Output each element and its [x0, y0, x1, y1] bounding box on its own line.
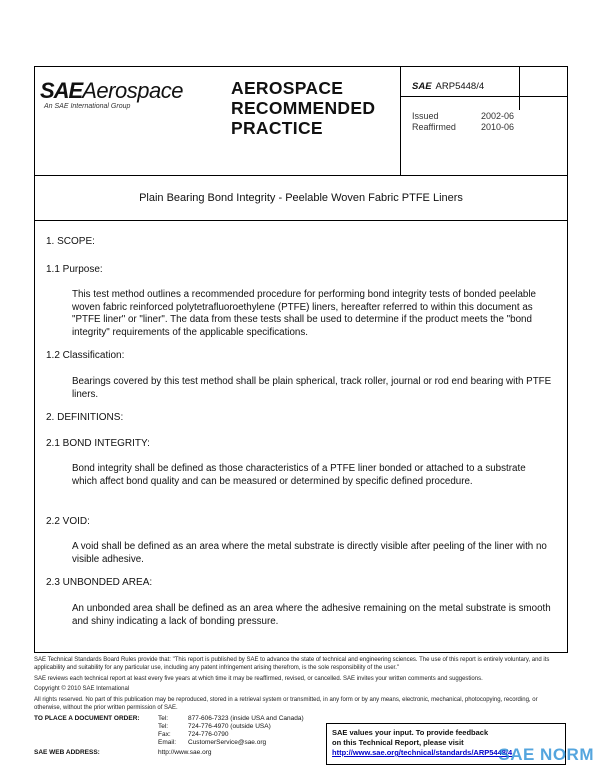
subsection-heading-void: 2.2 VOID:: [46, 516, 90, 527]
subsection-heading-purpose: 1.1 Purpose:: [46, 264, 103, 275]
document-number: SAE ARP5448/4: [412, 81, 485, 92]
logo-subtitle: An SAE International Group: [44, 103, 131, 110]
feedback-line-1: SAE values your input. To provide feedback: [332, 728, 489, 737]
issued-label: Issued: [412, 111, 439, 121]
header-divider: [400, 66, 401, 176]
paragraph-void: A void shall be defined as an area where the metal substrate is directly visible after peeling of the liner with no visible adhesive.: [72, 541, 547, 565]
footer-copyright: Copyright © 2010 SAE International: [34, 686, 130, 692]
document-title: Plain Bearing Bond Integrity - Peelable Woven Fabric PTFE Liners: [139, 192, 463, 204]
subsection-heading-unbonded-area: 2.3 UNBONDED AREA:: [46, 577, 153, 588]
fax-label: Fax:: [158, 731, 171, 738]
fax-value: 724-776-0790: [188, 731, 229, 738]
tel-label: Tel:: [158, 715, 169, 722]
paragraph-purpose: This test method outlines a recommended procedure for performing bond integrity tests of bonded peelable woven fabric reinforced polytetrafluoroethylene (PTFE) liners, hereafter referred to within this document as "PTFE liner" or "liner". The data from these tests shall be used to determine if the product meets the "bond integrity" requirements of the applicable specifications.: [72, 289, 536, 338]
web-label: SAE WEB ADDRESS:: [34, 749, 100, 756]
tel2-label: Tel:: [158, 723, 169, 730]
reaffirmed-value: 2010-06: [481, 122, 515, 132]
paragraph-bond-integrity: Bond integrity shall be defined as those characteristics of a PTFE liner bonded or attached to a substrate which affect bond quality and can be measured or determined by specific defined procedure.: [72, 463, 526, 487]
reaffirmed-label: Reaffirmed: [412, 122, 456, 132]
footer-review-note: SAE reviews each technical report at least every five years at which time it may be reaffirmed, revised, or cancelled. SAE invites your written comments and suggestions.: [34, 676, 483, 682]
email-link[interactable]: CustomerService@sae.org: [188, 739, 267, 746]
web-link[interactable]: http://www.sae.org: [158, 749, 212, 756]
feedback-link[interactable]: http://www.sae.org/technical/standards/ARP5448/4: [332, 748, 513, 757]
section-heading-scope: 1. SCOPE:: [46, 236, 95, 247]
sae-norm-watermark: SAE NORM: [498, 745, 594, 764]
feedback-line-2: on this Technical Report, please visit: [332, 738, 464, 747]
issued-value: 2002-06: [481, 111, 515, 121]
header-rule: [400, 96, 568, 97]
paragraph-unbonded-area: An unbonded area shall be defined as an area where the adhesive remaining on the metal substrate is smooth and shiny indicating a lack of bonding pressure.: [72, 603, 551, 627]
section-heading-definitions: 2. DEFINITIONS:: [46, 412, 124, 423]
paragraph-classification: Bearings covered by this test method shall be plain spherical, track roller, journal or rod end bearing with PTFE liners.: [72, 376, 552, 400]
subsection-heading-bond-integrity: 2.1 BOND INTEGRITY:: [46, 438, 150, 449]
tel-value: 877-606-7323 (inside USA and Canada): [188, 715, 304, 722]
footer-board-rules: SAE Technical Standards Board Rules provide that: "This report is published by SAE to advance the state of technical and engineering sciences. The use of this report is entirely voluntary, and its applicability and suitability for any particular use, including any patent infringement arising therefrom, is the sole responsibility of the user.": [34, 657, 550, 671]
footer-rights: All rights reserved. No part of this publication may be reproduced, stored in a retrieval system or transmitted, in any form or by any means, electronic, mechanical, photocopying, recording, or otherwise, without the prior written permission of SAE.: [34, 697, 538, 711]
order-label: TO PLACE A DOCUMENT ORDER:: [34, 715, 140, 722]
content-box: [34, 221, 568, 653]
subsection-heading-classification: 1.2 Classification:: [46, 350, 125, 361]
header-divider-small: [519, 66, 520, 110]
document-type: AEROSPACE RECOMMENDED PRACTICE: [231, 78, 376, 138]
sae-aerospace-logo: SAEAerospace: [40, 78, 183, 103]
tel2-value: 724-776-4970 (outside USA): [188, 723, 271, 730]
email-label: Email:: [158, 739, 177, 746]
